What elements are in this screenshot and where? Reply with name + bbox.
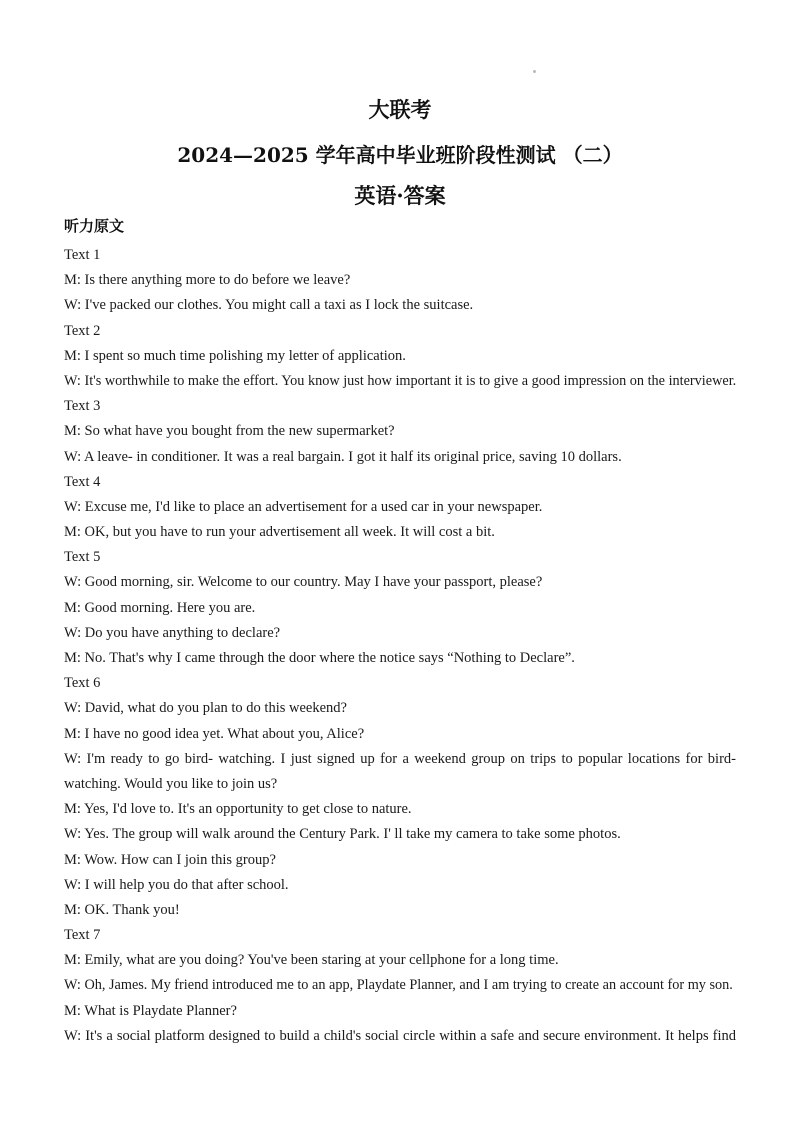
transcript-line: Text 1 (64, 247, 101, 263)
transcript-line: Text 4 (64, 473, 101, 490)
transcript-line: W: Yes. The group will walk around the Century Park. I' ll take my camera to take some photos. (64, 826, 621, 843)
transcript-body (64, 243, 736, 1049)
transcript-line: M: Yes, I'd love to. It's an opportunity to get close to nature. (64, 801, 412, 818)
transcript-line: M: Is there anything more to do before we leave? (64, 272, 351, 289)
transcript-line: W: A leave- in conditioner. It was a real bargain. I got it half its original price, saving 10 dollars. (64, 448, 622, 465)
transcript-line: M: Good morning. Here you are. (64, 599, 256, 616)
exam-subtitle: 英语·答案 (354, 183, 446, 208)
transcript-line: W: Good morning, sir. Welcome to our country. May I have your passport, please? (64, 574, 543, 591)
transcript-line: W: I've packed our clothes. You might call a taxi as I lock the suitcase. (64, 297, 474, 314)
transcript-line: watching. Would you like to join us? (64, 775, 278, 792)
transcript-line: W: I will help you do that after school. (64, 876, 289, 893)
transcript-line: W: David, what do you plan to do this weekend? (64, 700, 347, 717)
transcript-line: M: OK, but you have to run your advertisement all week. It will cost a bit. (64, 524, 495, 541)
transcript-line: M: OK. Thank you! (64, 901, 180, 918)
exam-title: 2024—2025 学年高中毕业班阶段性测试 （二） (177, 143, 623, 167)
scan-speck (533, 70, 536, 73)
transcript-line: Text 6 (64, 675, 101, 692)
transcript-line: W: Do you have anything to declare? (64, 624, 281, 641)
transcript-line: W: It's a social platform designed to build a child's social circle within a safe and secure environment. It helps find (64, 1027, 736, 1044)
transcript-line: M: I spent so much time polishing my letter of application. (64, 347, 406, 364)
transcript-line: Text 2 (64, 322, 101, 339)
transcript-line: M: I have no good idea yet. What about you, Alice? (64, 725, 365, 742)
transcript-line: M: What is Playdate Planner? (64, 1002, 237, 1019)
transcript-line: Text 7 (64, 927, 101, 944)
transcript-line: W: Excuse me, I'd like to place an advertisement for a used car in your newspaper. (64, 498, 543, 515)
transcript-line: W: Oh, James. My friend introduced me to an app, Playdate Planner, and I am trying to create an account for my son. (64, 977, 733, 994)
section-title: 听力原文 (64, 217, 125, 235)
transcript-line: M: No. That's why I came through the door where the notice says “Nothing to Declare”. (64, 650, 575, 666)
exam-org-title: 大联考 (368, 97, 432, 122)
transcript-line: W: It's worthwhile to make the effort. You know just how important it is to give a good impression on the interviewer. (64, 372, 736, 389)
transcript-line: W: I'm ready to go bird- watching. I just signed up for a weekend group on trips to popular locations for bird- (64, 750, 736, 767)
transcript-line: Text 5 (64, 549, 101, 566)
transcript-line: M: So what have you bought from the new supermarket? (64, 423, 395, 440)
transcript-line: M: Emily, what are you doing? You've been staring at your cellphone for a long time. (64, 952, 559, 969)
transcript-line: Text 3 (64, 398, 101, 415)
transcript-line: M: Wow. How can I join this group? (64, 851, 276, 868)
